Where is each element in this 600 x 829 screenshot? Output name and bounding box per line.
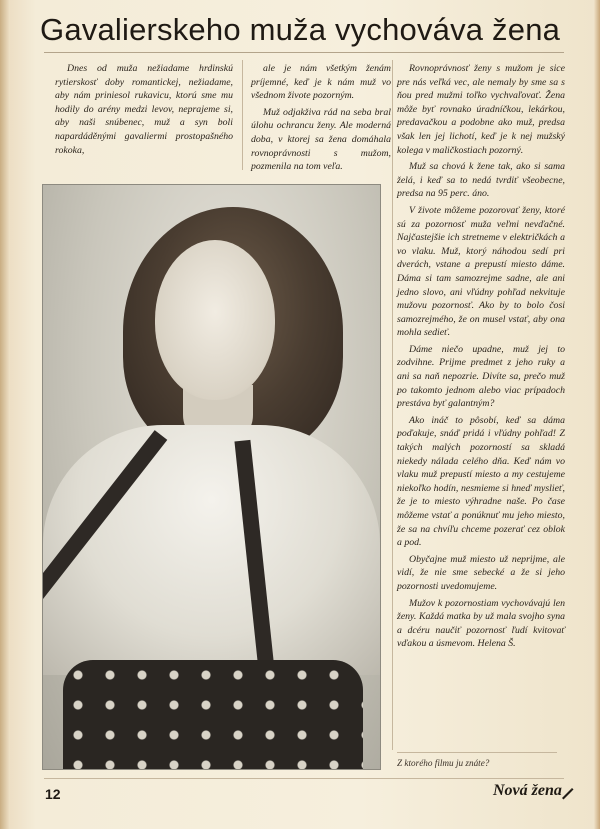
- paragraph: Dnes od muža nežiadame hrdinskú rytierskosť doby romantickej, nežiadame, aby nám priniesol rukavicu, ktorú sme mu hodily do arény medzi levov, neprajeme si, aby naši snúbenec, muž a syn boli napardáděnými gavaliermi prostopašného rokoka,: [55, 63, 233, 156]
- column-divider: [392, 60, 393, 750]
- article-column-3: [397, 62, 565, 654]
- footer-rule: [44, 778, 564, 779]
- pen-icon: [560, 786, 574, 800]
- page-edge-left: [0, 0, 10, 829]
- paragraph: Dáme niečo upadne, muž jej to zodvihne. Prijme predmet z jeho ruky a ani sa naň nepozrie. Divíte sa, prečo muž po takomto jednom alebo viac prípadoch prestáva byť galantným?: [397, 343, 565, 410]
- paragraph: ale je nám všetkým ženám príjemné, keď je k nám muž vo všednom živote pozorným.: [251, 63, 391, 102]
- paragraph: Ako ináč to pôsobí, keď sa dáma poďakuje, snáď pridá i vľúdny pohľad! Z takých malých pozorností sa skladá niekedy nálada celého dňa. Keď nám vo vlaku muž prepustí miesto a my cestujeme niekoľko hodín, nesmieme si hneď myslieť, že je to miesto výhradne naše. Po čase môžeme vstať a ponúknuť mu jeho miesto, že sa na chvíľu chceme pozerať cez oblok a pod.: [397, 414, 565, 549]
- paragraph: Mužov k pozornostiam vychovávajú len ženy. Každá matka by už mala svojho syna a dcéru naučiť pozornosť ľudí kvitovať vďakou a úsmevom. Helena Š.: [397, 597, 565, 650]
- caption-rule: [397, 752, 557, 753]
- portrait-photo: [42, 184, 381, 770]
- page-edge-right: [594, 0, 600, 829]
- photo-caption: Z ktorého filmu ju znáte?: [397, 758, 490, 768]
- column-divider: [242, 60, 243, 170]
- article-column-1: [55, 62, 233, 160]
- photo-face: [155, 240, 275, 400]
- headline-rule: [44, 52, 564, 53]
- article-headline: Gavalierskeho muža vychováva žena: [40, 12, 561, 47]
- page-number: 12: [45, 786, 61, 802]
- paragraph: V živote môžeme pozorovať ženy, ktoré sú za pozornosť muža veľmi nevďačné. Najčastejšie ich stretneme v električkách a vo vlaku. Muž, ktorý náhodou sedí pri dverách, vstane a prepustí miesto dáme. Dáma si tam samozrejme sadne, ale ani jedno slovo, ani vľúdny pohľad nekvituje mužovu pozornosť. Ako by to bolo čosi samozrejmého, že on musel vstať, aby ona mohla sedieť.: [397, 204, 565, 339]
- photo-blouse: [43, 425, 380, 675]
- paragraph: Muž odjakživa rád na seba bral úlohu ochrancu ženy. Ale moderná doba, v ktorej sa žena domáhala rovnoprávnosti s mužom, pozmenila na tom veľa.: [251, 106, 391, 173]
- paragraph: Obyčajne muž miesto už neprijme, ale vidí, že nie sme sebecké a že si jeho pozornosti uvedomujeme.: [397, 553, 565, 592]
- magazine-name: Nová žena: [493, 782, 562, 799]
- paragraph: Rovnoprávnosť ženy s mužom je sice pre nás veľká vec, ale nemaly by sme sa s ňou pred mužmi toľko vychvaľovať. Žena môže byť rovnako úradníčkou, lekárkou, predavačkou a podobne ako muž, predsa však len jej lichotí, keď je k nej mužský kolega v maličkostiach pozorný.: [397, 63, 565, 156]
- article-column-2: [251, 62, 391, 177]
- paragraph: Muž sa chová k žene tak, ako si sama želá, i keď sa to nedá tvrdiť všeobecne, predsa na 95 perc. áno.: [397, 161, 565, 200]
- photo-skirt: [63, 660, 363, 770]
